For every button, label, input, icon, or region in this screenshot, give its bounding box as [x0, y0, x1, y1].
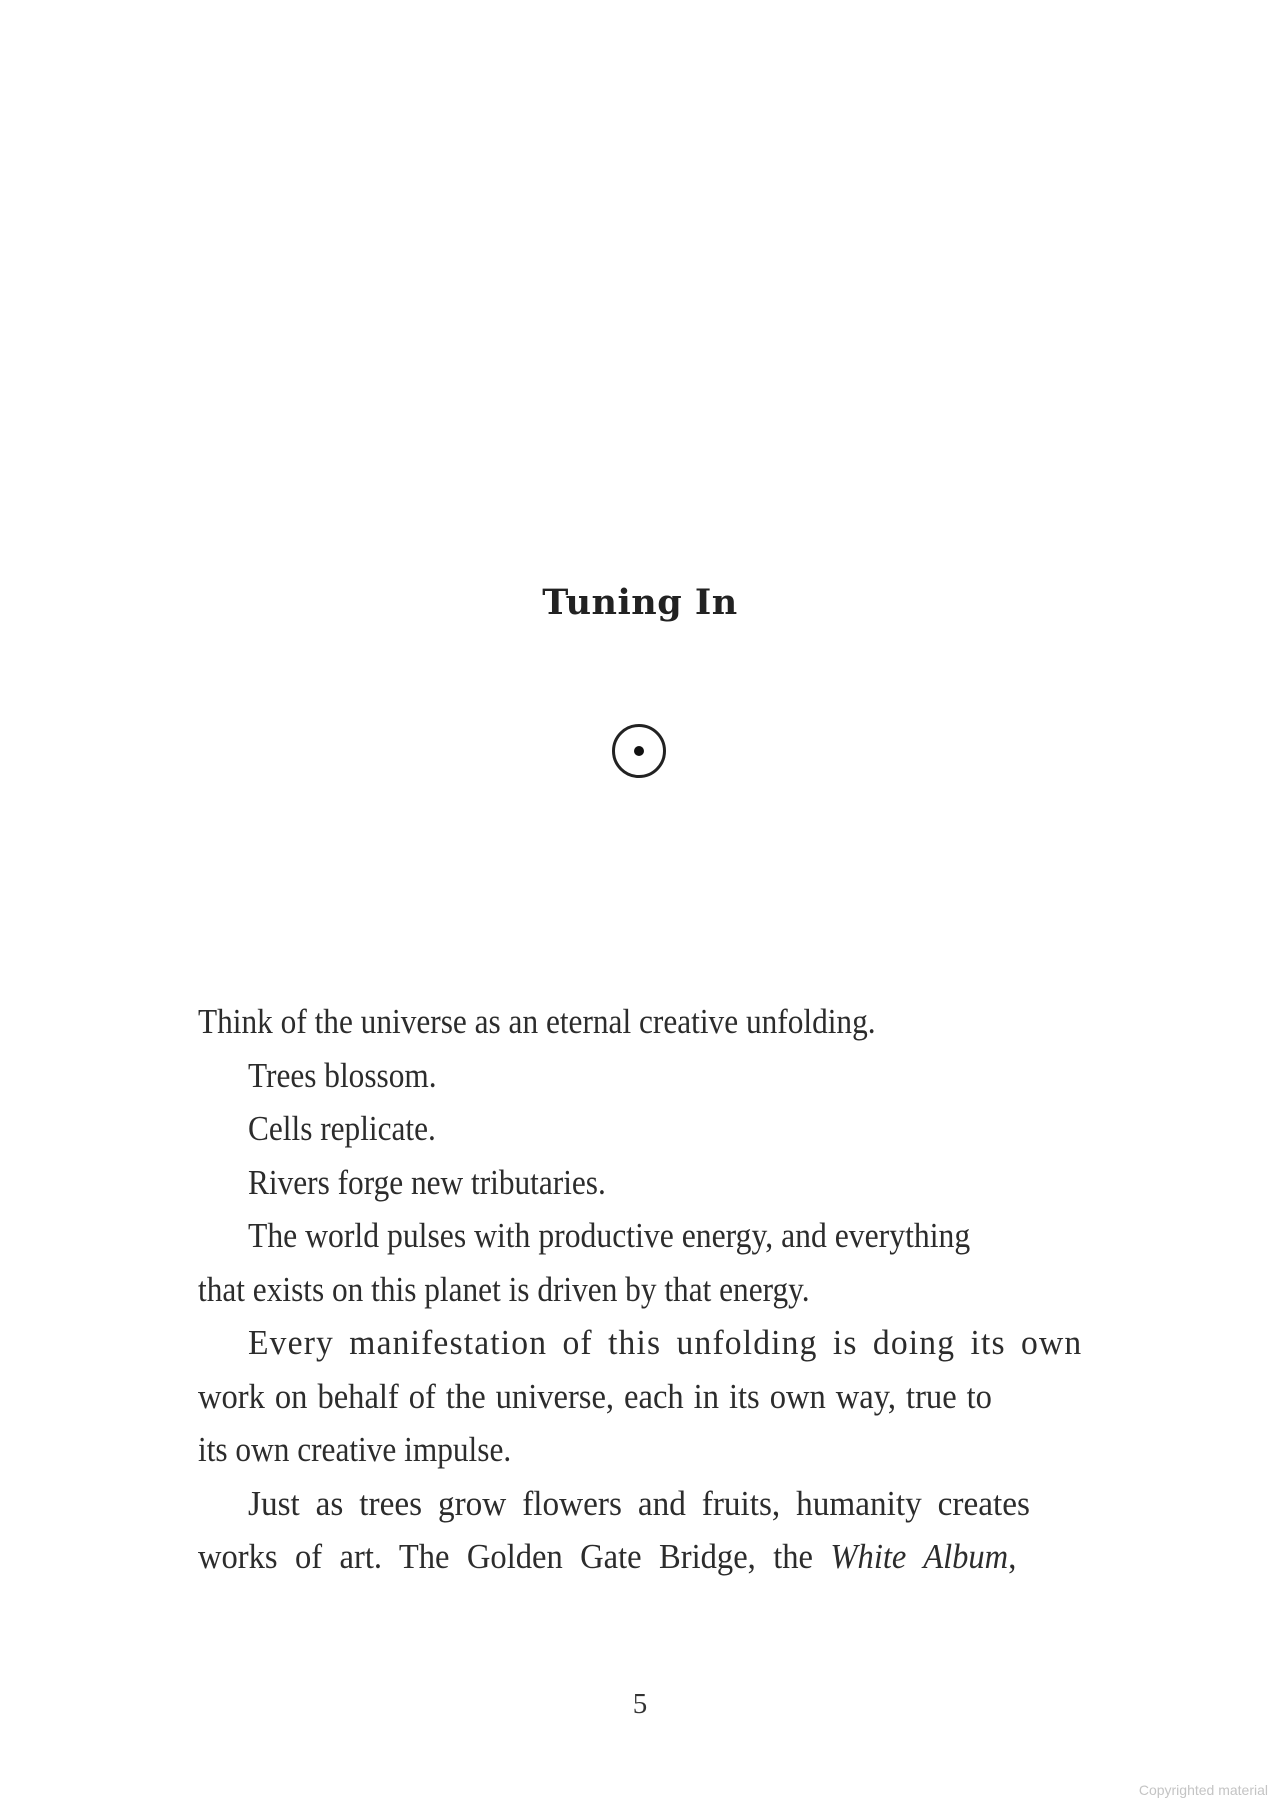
- text-line: Rivers forge new tributaries.: [248, 1162, 606, 1202]
- page-number: 5: [632, 1688, 648, 1720]
- body-text: [198, 995, 1086, 1584]
- text-line: Every manifestation of this unfolding is doing its own: [248, 1323, 1083, 1362]
- copyright-watermark: Copyrighted material: [1138, 1782, 1268, 1798]
- text-line: works of art. The Golden Gate Bridge, the White Album,: [198, 1537, 1017, 1576]
- text-line: Cells replicate.: [248, 1109, 436, 1148]
- text-line: work on behalf of the universe, each in its own way, true to: [198, 1376, 992, 1416]
- chapter-title: Tuning In: [542, 582, 738, 623]
- text-line: Trees blossom.: [248, 1055, 437, 1095]
- circled-dot-icon: [611, 723, 667, 779]
- text-line: Just as trees grow flowers and fruits, humanity creates: [248, 1483, 1030, 1523]
- album-title: White Album: [830, 1537, 1009, 1576]
- text-line: its own creative impulse.: [198, 1430, 512, 1469]
- text-line: Think of the universe as an eternal creative unfolding.: [198, 1002, 876, 1041]
- text-line: that exists on this planet is driven by that energy.: [198, 1269, 810, 1309]
- text-line: The world pulses with productive energy, and everything: [248, 1216, 971, 1255]
